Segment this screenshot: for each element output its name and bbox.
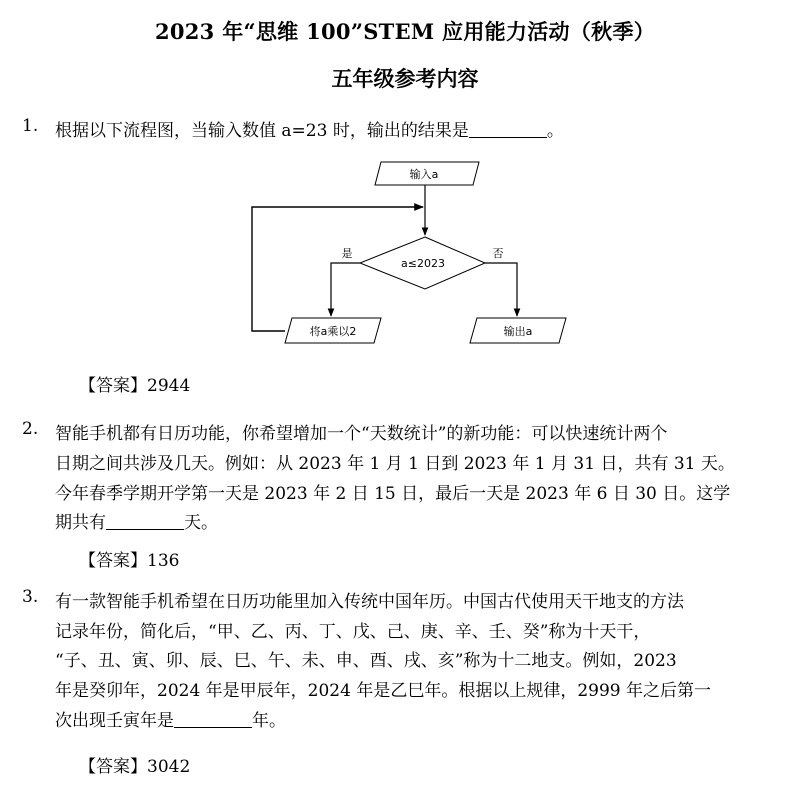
flow-arrow bbox=[331, 263, 360, 316]
flow-yes-label: 是 bbox=[341, 247, 353, 260]
flow-arrow bbox=[485, 263, 517, 316]
question-line: 年是癸卯年，2024 年是甲辰年，2024 年是乙巳年。根据以上规律，2999 年之后第一 bbox=[55, 681, 712, 701]
question-line: 有一款智能手机希望在日历功能里加入传统中国年历。中国古代使用天干地支的方法 bbox=[55, 592, 684, 612]
question-number: 2. bbox=[22, 419, 39, 439]
question-line: 。 bbox=[546, 121, 564, 141]
answer-text: 【答案】136 bbox=[79, 551, 180, 571]
page-title: 2023 年“思维 100”STEM 应用能力活动（秋季） bbox=[154, 19, 656, 44]
question-text bbox=[55, 116, 564, 141]
question-line-part: 年。 bbox=[252, 711, 286, 731]
question-line: 根据以下流程图，当输入数值 a=23 时，输出的结果是 bbox=[55, 121, 469, 141]
answer-text: 【答案】2944 bbox=[79, 376, 191, 396]
question-line: “子、丑、寅、卯、辰、巳、午、未、申、酉、戌、亥”称为十二地支。例如，2023 bbox=[55, 651, 677, 671]
flowchart bbox=[240, 155, 580, 350]
answer-blank bbox=[106, 513, 184, 530]
question-line bbox=[55, 508, 218, 533]
question-line: 智能手机都有日历功能，你希望增加一个“天数统计”的新功能：可以快速统计两个 bbox=[55, 424, 668, 444]
question-line: 记录年份，简化后，“甲、乙、丙、丁、戊、己、庚、辛、壬、癸”称为十天干， bbox=[55, 622, 651, 642]
question-line-part: 次出现壬寅年是 bbox=[55, 711, 174, 731]
answer-blank bbox=[174, 711, 252, 728]
flow-input-label: 输入a bbox=[409, 168, 439, 181]
page-subtitle: 五年级参考内容 bbox=[331, 66, 479, 91]
question-line-part: 天。 bbox=[184, 513, 218, 533]
flow-condition-label: a≤2023 bbox=[401, 257, 445, 270]
question-line bbox=[55, 706, 286, 731]
answer-blank bbox=[469, 121, 547, 138]
flow-output-label: 输出a bbox=[503, 325, 533, 338]
question-number: 3. bbox=[22, 587, 39, 607]
question-line-part: 期共有 bbox=[55, 513, 106, 533]
question-line: 日期之间共涉及几天。例如：从 2023 年 1 月 1 日到 2023 年 1 月 31 日，共有 31 天。 bbox=[55, 454, 735, 474]
question-line: 今年春季学期开学第一天是 2023 年 2 日 15 日，最后一天是 2023 年 6 日 30 日。这学 bbox=[55, 484, 731, 504]
answer-text: 【答案】3042 bbox=[79, 757, 191, 777]
flow-no-label: 否 bbox=[492, 247, 504, 260]
flow-process-label: 将a乘以2 bbox=[309, 325, 357, 338]
question-number: 1. bbox=[22, 116, 39, 136]
